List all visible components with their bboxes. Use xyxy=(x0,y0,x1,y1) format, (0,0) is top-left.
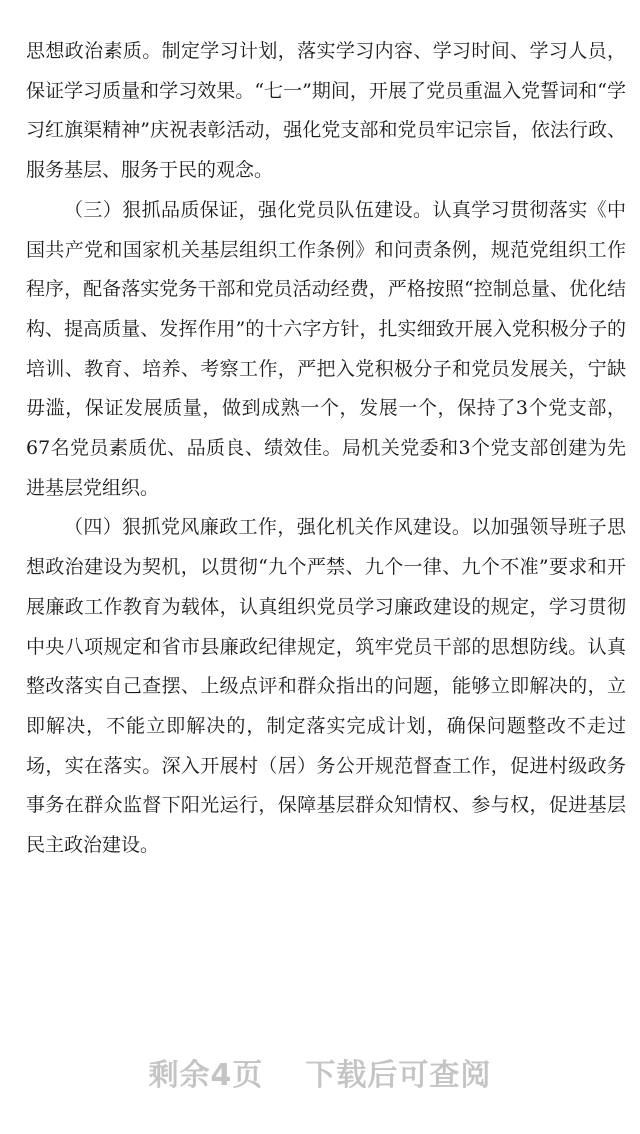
remaining-pages-label: 剩余4页 xyxy=(148,1058,264,1093)
paragraph-continuation: 思想政治素质。制定学习计划，落实学习内容、学习时间、学习人员，保证学习质量和学习效果。“七一”期间，开展了党员重温入党誓词和“学习红旗渠精神”庆祝表彰活动，强化党支部和党员牢记宗旨，依法行政、服务基层、服务于民的观念。 xyxy=(26,40,626,182)
paragraph-section-three: （三）狠抓品质保证，强化党员队伍建设。认真学习贯彻落实《中国共产党和国家机关基层组织工作条例》和问责条例，规范党组织工作程序，配备落实党务干部和党员活动经费，严格按照“控制总量、优化结构、提高质量、发挥作用”的十六字方针，扎实细致开展入党积极分子的培训、教育、培养、考察工作，严把入党积极分子和党员发展关，宁缺毋滥，保证发展质量，做到成熟一个，发展一个，保持了3个党支部，67名党员素质优、品质良、绩效佳。局机关党委和3个党支部创建为先进基层党组织。 xyxy=(26,198,626,499)
download-prompt-bar[interactable] xyxy=(0,1040,640,1104)
download-to-view-label: 下载后可查阅 xyxy=(305,1058,492,1093)
document-body xyxy=(26,32,626,866)
paragraph-section-four: （四）狠抓党风廉政工作，强化机关作风建设。以加强领导班子思想政治建设为契机，以贯彻“九个严禁、九个一律、九个不准”要求和开展廉政工作教育为载体，认真组织党员学习廉政建设的规定，学习贯彻中央八项规定和省市县廉政纪律规定，筑牢党员干部的思想防线。认真整改落实自己查摆、上级点评和群众指出的问题，能够立即解决的，立即解决，不能立即解决的，制定落实完成计划，确保问题整改不走过场，实在落实。深入开展村（居）务公开规范督查工作，促进村级政务事务在群众监督下阳光运行，保障基层群众知情权、参与权，促进基层民主政治建设。 xyxy=(26,516,626,857)
